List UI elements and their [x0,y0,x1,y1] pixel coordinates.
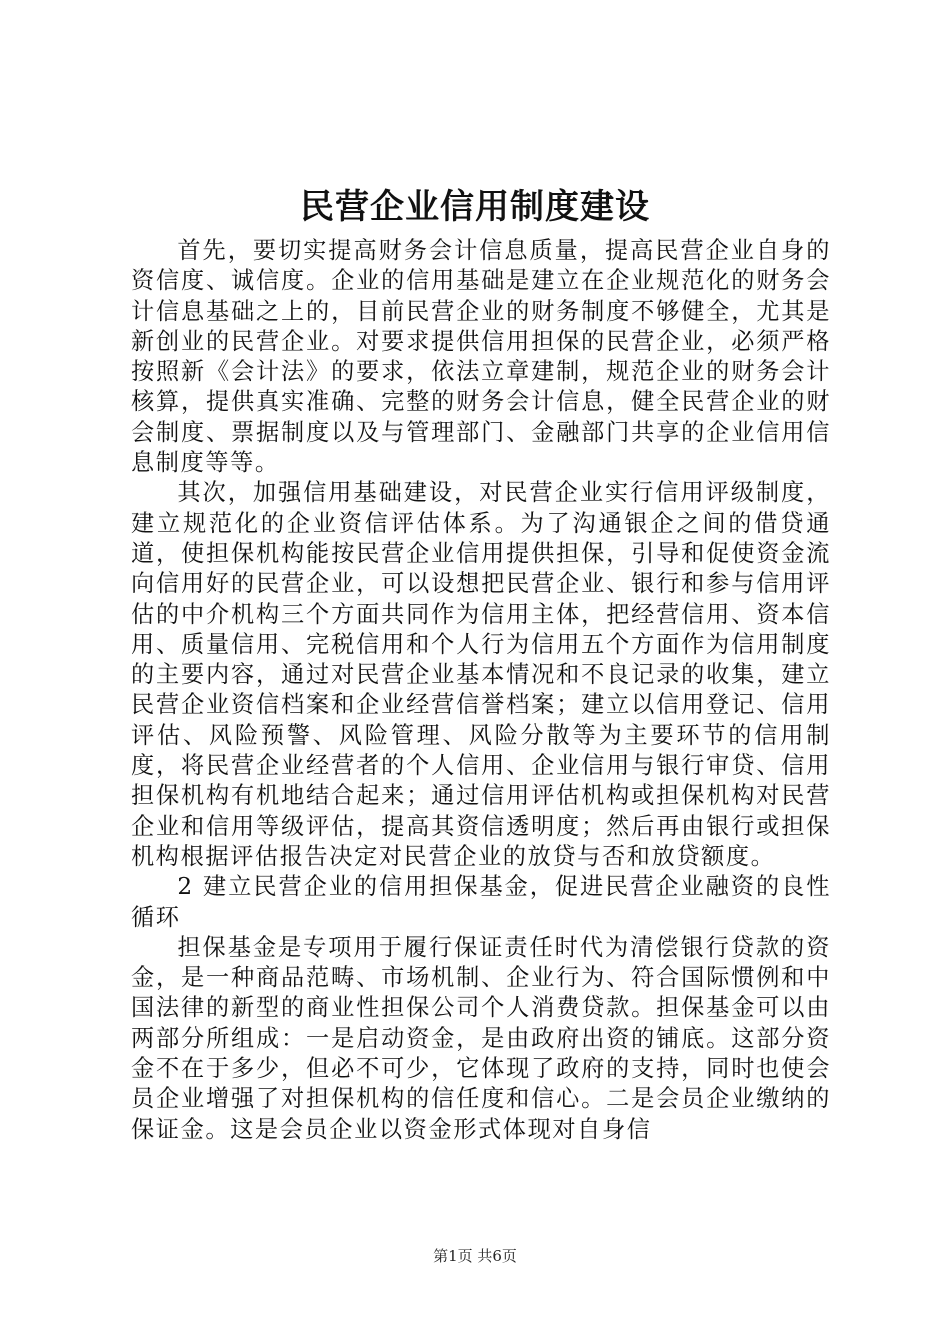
section-heading: 2 建立民营企业的信用担保基金，促进民营企业融资的良性循环 [131,873,831,931]
page-footer: 第1页 共6页 [433,1247,517,1265]
paragraph-1: 首先，要切实提高财务会计信息质量，提高民营企业自身的资信度、诚信度。企业的信用基础是建立在企业规范化的财务会计信息基础之上的，目前民营企业的财务制度不够健全，尤其是新创业的民营企业。对要求提供信用担保的民营企业，必须严格按照新《会计法》的要求，依法立章建制，规范企业的财务会计核算，提供真实准确、完整的财务会计信息，健全民营企业的财会制度、票据制度以及与管理部门、金融部门共享的企业信用信息制度等等。 [131,237,831,477]
paragraph-2: 其次，加强信用基础建设，对民营企业实行信用评级制度，建立规范化的企业资信评估体系。为了沟通银企之间的借贷通道，使担保机构能按民营企业信用提供担保，引导和促使资金流向信用好的民营企业，可以设想把民营企业、银行和参与信用评估的中介机构三个方面共同作为信用主体，把经营信用、资本信用、质量信用、完税信用和个人行为信用五个方面作为信用制度的主要内容，通过对民营企业基本情况和不良记录的收集，建立民营企业资信档案和企业经营信誉档案；建立以信用登记、信用评估、风险预警、风险管理、风险分散等为主要环节的信用制度，将民营企业经营者的个人信用、企业信用与银行审贷、信用担保机构有机地结合起来；通过信用评估机构或担保机构对民营企业和信用等级评估，提高其资信透明度；然后再由银行或担保机构根据评估报告决定对民营企业的放贷与否和放贷额度。 [131,479,831,870]
document-body [131,236,831,1145]
paragraph-3: 担保基金是专项用于履行保证责任时代为清偿银行贷款的资金，是一种商品范畴、市场机制、企业行为、符合国际惯例和中国法律的新型的商业性担保公司个人消费贷款。担保基金可以由两部分所组成：一是启动资金，是由政府出资的铺底。这部分资金不在于多少，但必不可少，它体现了政府的支持，同时也使会员企业增强了对担保机构的信任度和信心。二是会员企业缴纳的保证金。这是会员企业以资金形式体现对自身信 [131,933,831,1143]
document-title: 民营企业信用制度建设 [300,187,650,227]
